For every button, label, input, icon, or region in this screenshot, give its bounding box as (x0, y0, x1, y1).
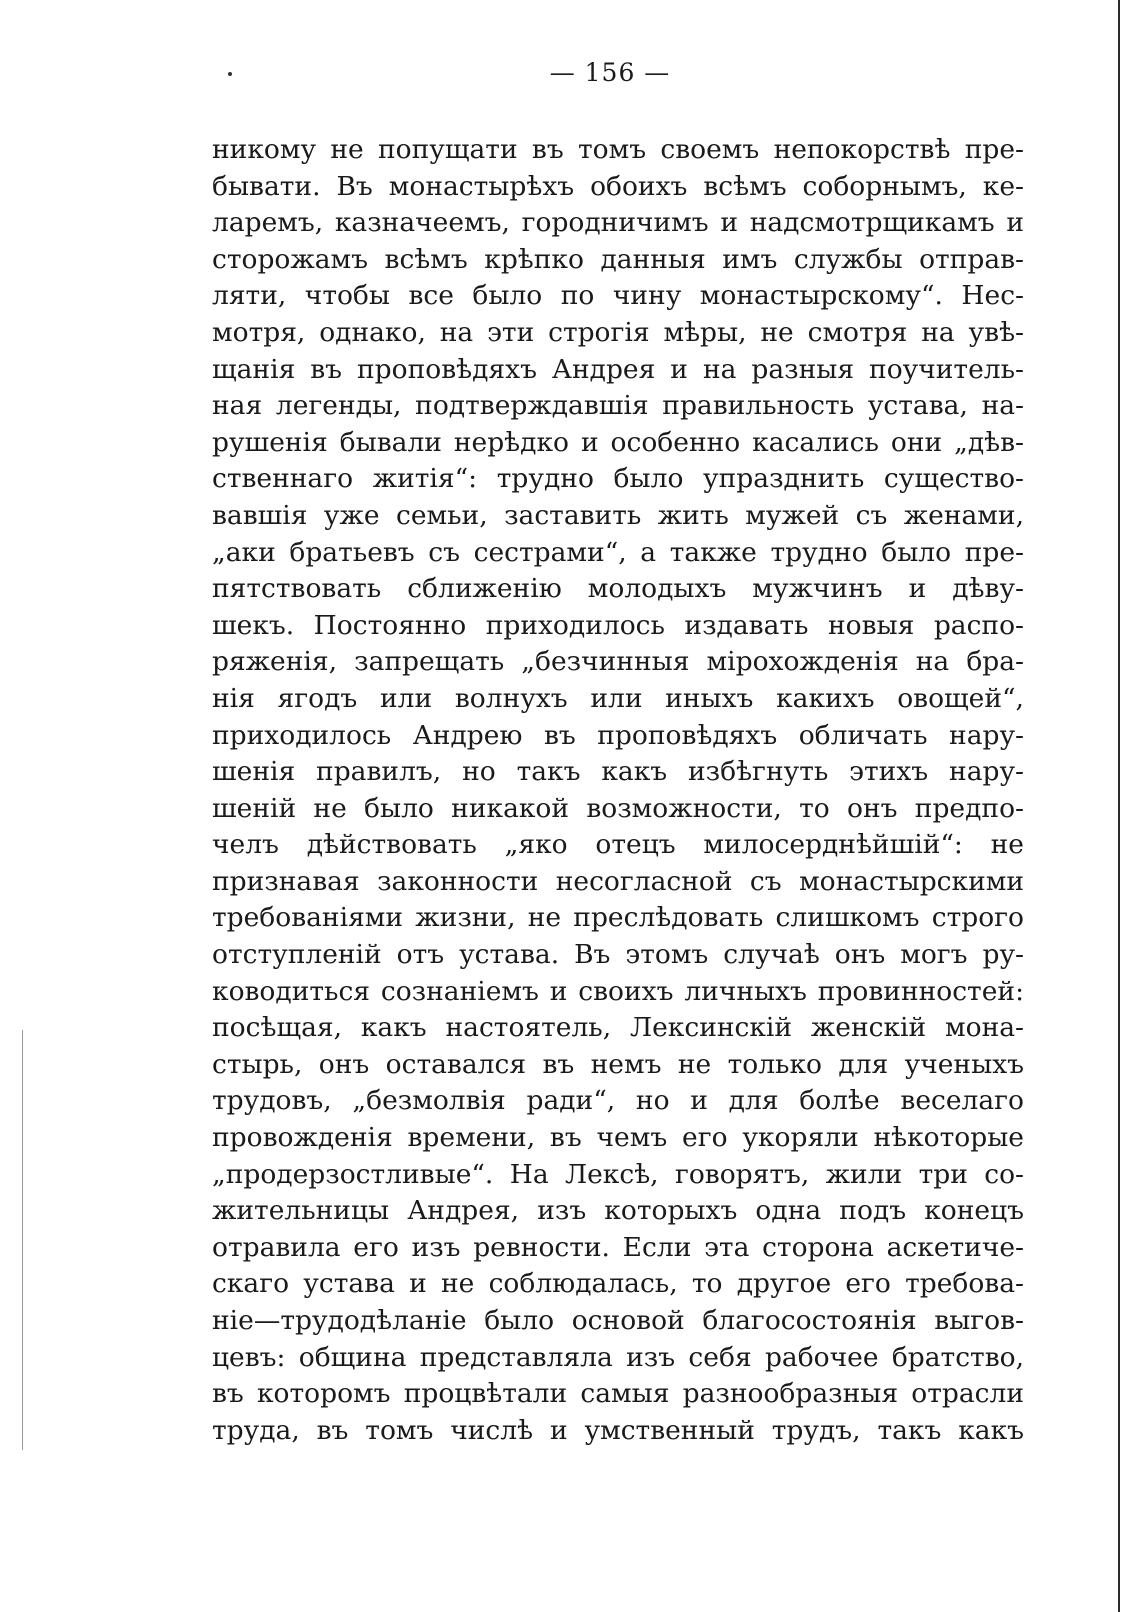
text-line: посѣщая, какъ настоятель, Лексинскій женскій мона- (212, 1012, 1024, 1044)
text-line: „продерзостливые“. На Лексѣ, говорятъ, жили три со- (212, 1158, 1024, 1190)
text-line: отступленій отъ устава. Въ этомъ случаѣ онъ могъ ру- (212, 939, 1024, 971)
text-line: ная легенды, подтверждавшія правильность устава, на- (212, 390, 1024, 422)
text-line: шенія правилъ, но такъ какъ избѣгнуть этихъ нару- (212, 756, 1024, 788)
text-line: жительницы Андрея, изъ которыхъ одна подъ конецъ (212, 1195, 1024, 1227)
text-line: ніе—трудодѣланіе было основой благосостоянія выгов- (212, 1305, 1024, 1336)
text-line: „аки братьевъ съ сестрами“, а также трудно было пре- (212, 536, 1024, 568)
text-line: ряженія, запрещать „безчинныя мірохожденія на бра- (212, 646, 1024, 678)
text-line: требованіями жизни, не преслѣдовать слишкомъ строго (212, 902, 1024, 934)
text-line: цевъ: община представляла изъ себя рабочее братство, (212, 1341, 1024, 1373)
text-line: бывати. Въ монастырѣхъ обоихъ всѣмъ соборнымъ, ке- (212, 170, 1024, 202)
scan-edge-right (1118, 0, 1120, 1612)
page-number: — 156 — (549, 58, 671, 87)
text-line: нія ягодъ или волнухъ или иныхъ какихъ овощей“, (212, 682, 1024, 714)
text-line: щанія въ проповѣдяхъ Андрея и на разныя поучитель- (212, 353, 1024, 385)
text-line: ляти, чтобы все было по чину монастырскому“. Нес- (212, 280, 1024, 312)
text-line: признавая законности несогласной съ монастырскими (212, 865, 1024, 897)
text-line: ственнаго житія“: трудно было упразднить существо- (212, 463, 1024, 495)
text-line: ководиться сознаніемъ и своихъ личныхъ провинностей: (212, 975, 1024, 1007)
text-line: шекъ. Постоянно приходилось издавать новыя распо- (212, 609, 1024, 641)
text-line: челъ дѣйствовать „яко отецъ милосерднѣйшій“: не (212, 829, 1024, 861)
text-line: вавшія уже семьи, заставить жить мужей съ женами, (212, 499, 1024, 531)
text-line: ларемъ, казначеемъ, городничимъ и надсмотрщикамъ и (212, 207, 1024, 239)
text-line: скаго устава и не соблюдалась, то другое его требова- (212, 1268, 1024, 1300)
text-line: приходилось Андрею въ проповѣдяхъ обличать нару- (212, 719, 1024, 751)
text-line: мотря, однако, на эти строгія мѣры, не смотря на увѣ- (212, 316, 1024, 348)
text-line: пятствовать сближенію молодыхъ мужчинъ и дѣву- (212, 573, 1024, 605)
text-line: трудовъ, „безмолвія ради“, но и для болѣе веселаго (212, 1085, 1024, 1117)
text-line: рушенія бывали нерѣдко и особенно касались они „дѣв- (212, 426, 1024, 458)
text-line: шеній не было никакой возможности, то онъ предпо- (212, 792, 1024, 824)
body-text (212, 132, 1024, 1449)
text-line: труда, въ томъ числѣ и умственный трудъ, такъ какъ (212, 1414, 1024, 1446)
text-line: никому не попущати въ томъ своемъ непокорствѣ пре- (212, 134, 1024, 165)
text-line: сторожамъ всѣмъ крѣпко данныя имъ службы отправ- (212, 243, 1024, 275)
text-line: провожденія времени, въ чемъ его укоряли нѣкоторые (212, 1122, 1024, 1154)
text-line: въ которомъ процвѣтали самыя разнообразныя отрасли (212, 1378, 1024, 1410)
text-line: отравила его изъ ревности. Если эта сторона аскетиче- (212, 1231, 1024, 1263)
text-line: стырь, онъ оставался въ немъ не только для ученыхъ (212, 1048, 1024, 1080)
scan-edge-left (22, 1030, 23, 1450)
